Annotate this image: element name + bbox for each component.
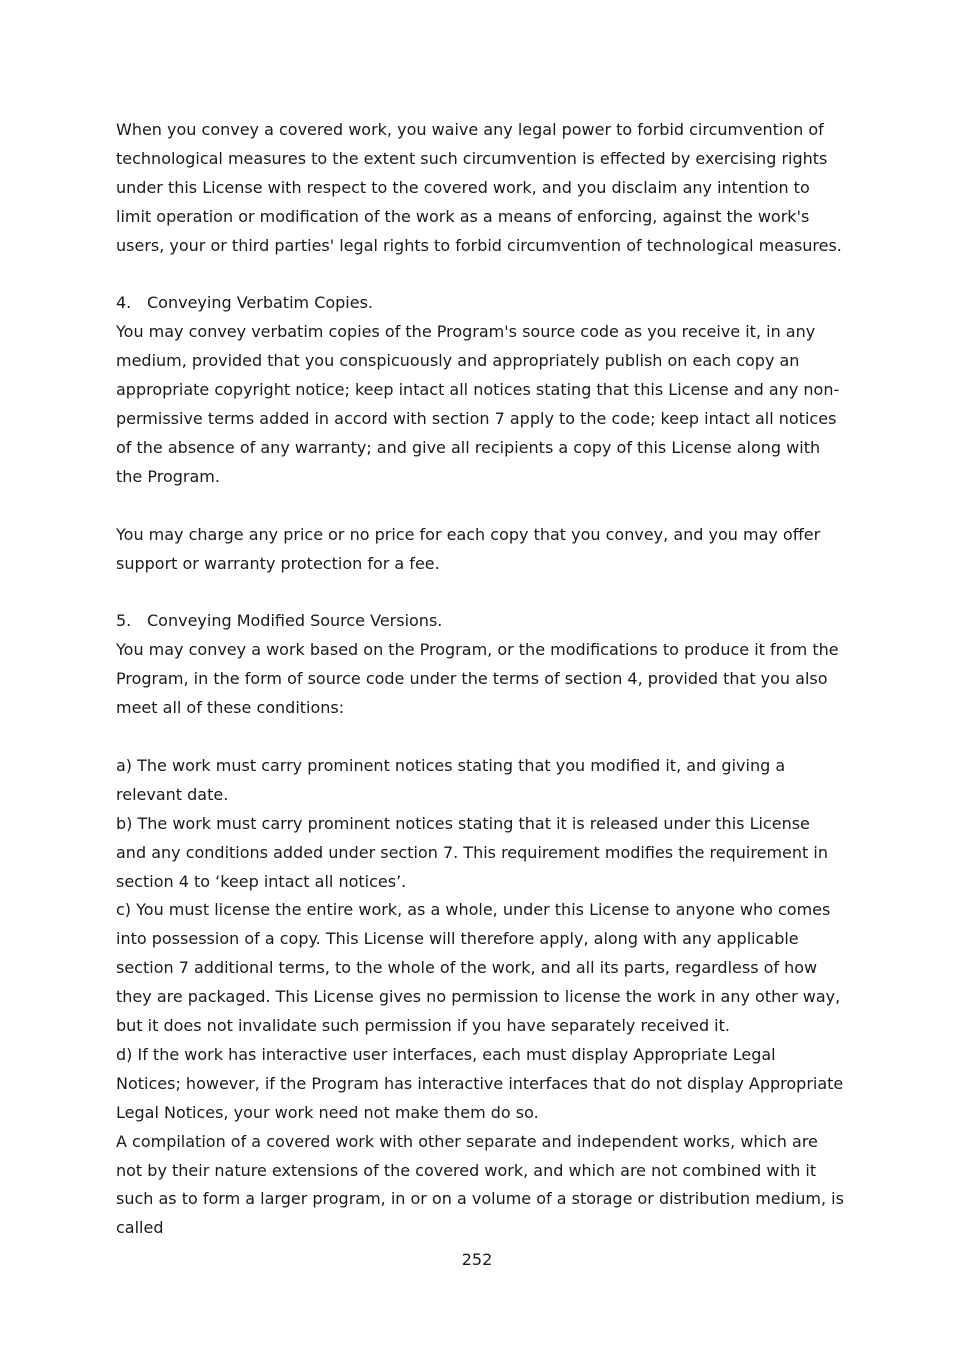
condition-b: b) The work must carry prominent notices stating that it is released under this License and any conditions added under section 7. This requirement modifies the requirement in section 4 to ‘keep intact all notices’. (116, 813, 828, 891)
document-page (116, 116, 844, 1243)
paragraph-gap (116, 578, 844, 607)
condition-d: d) If the work has interactive user interfaces, each must display Appropriate Legal Notices; however, if the Program has interactive interfaces that do not display Appropriate Legal Notices, your work need not make them do so. (116, 1044, 844, 1122)
section-title: Conveying Modified Source Versions. (147, 611, 443, 631)
section-title: Conveying Verbatim Copies. (147, 293, 374, 313)
paragraph-circumvention: When you convey a covered work, you waive any legal power to forbid circumvention of technological measures to the extent such circumvention is effected by exercising rights under this License with respect to the covered work, and you disclaim any intention to limit operation or modification of the work as a means of enforcing, against the work's users, your or third parties' legal rights to forbid circumvention of technological measures. (116, 120, 842, 255)
condition-a: a) The work must carry prominent notices stating that you modified it, and giving a relevant date. (116, 755, 786, 804)
page-number: 252 (461, 1250, 493, 1269)
section-heading-5 (116, 607, 844, 636)
paragraph-gap (116, 723, 844, 752)
condition-c: c) You must license the entire work, as a whole, under this License to anyone who comes into possession of a copy. This License will therefore apply, along with any applicable section 7 additional terms, to the whole of the work, and all its parts, regardless of how they are packaged. This License gives no permission to license the work in any other way, but it does not invalidate such permission if you have separately received it. (116, 900, 841, 1036)
paragraph-price: You may charge any price or no price for each copy that you convey, and you may offer support or warranty protection for a fee. (116, 524, 821, 573)
section-number: 5. (116, 611, 132, 631)
section-heading-4 (116, 289, 844, 318)
section-number: 4. (116, 293, 132, 313)
paragraph-gap (116, 261, 844, 290)
paragraph-verbatim-copies: You may convey verbatim copies of the Program's source code as you receive it, in any medium, provided that you conspicuously and appropriately publish on each copy an appropriate copyright notice; keep intact all notices stating that this License and any non-permissive terms added in accord with section 7 apply to the code; keep intact all notices of the absence of any warranty; and give all recipients a copy of this License along with the Program. (116, 322, 840, 486)
paragraph-modified-source: You may convey a work based on the Program, or the modifications to produce it from the Program, in the form of source code under the terms of section 4, provided that you also meet all of these conditions: (116, 640, 839, 718)
paragraph-compilation: A compilation of a covered work with other separate and independent works, which are not by their nature extensions of the covered work, and which are not combined with it such as to form a larger program, in or on a volume of a storage or distribution medium, is called (116, 1131, 844, 1238)
paragraph-gap (116, 492, 844, 521)
